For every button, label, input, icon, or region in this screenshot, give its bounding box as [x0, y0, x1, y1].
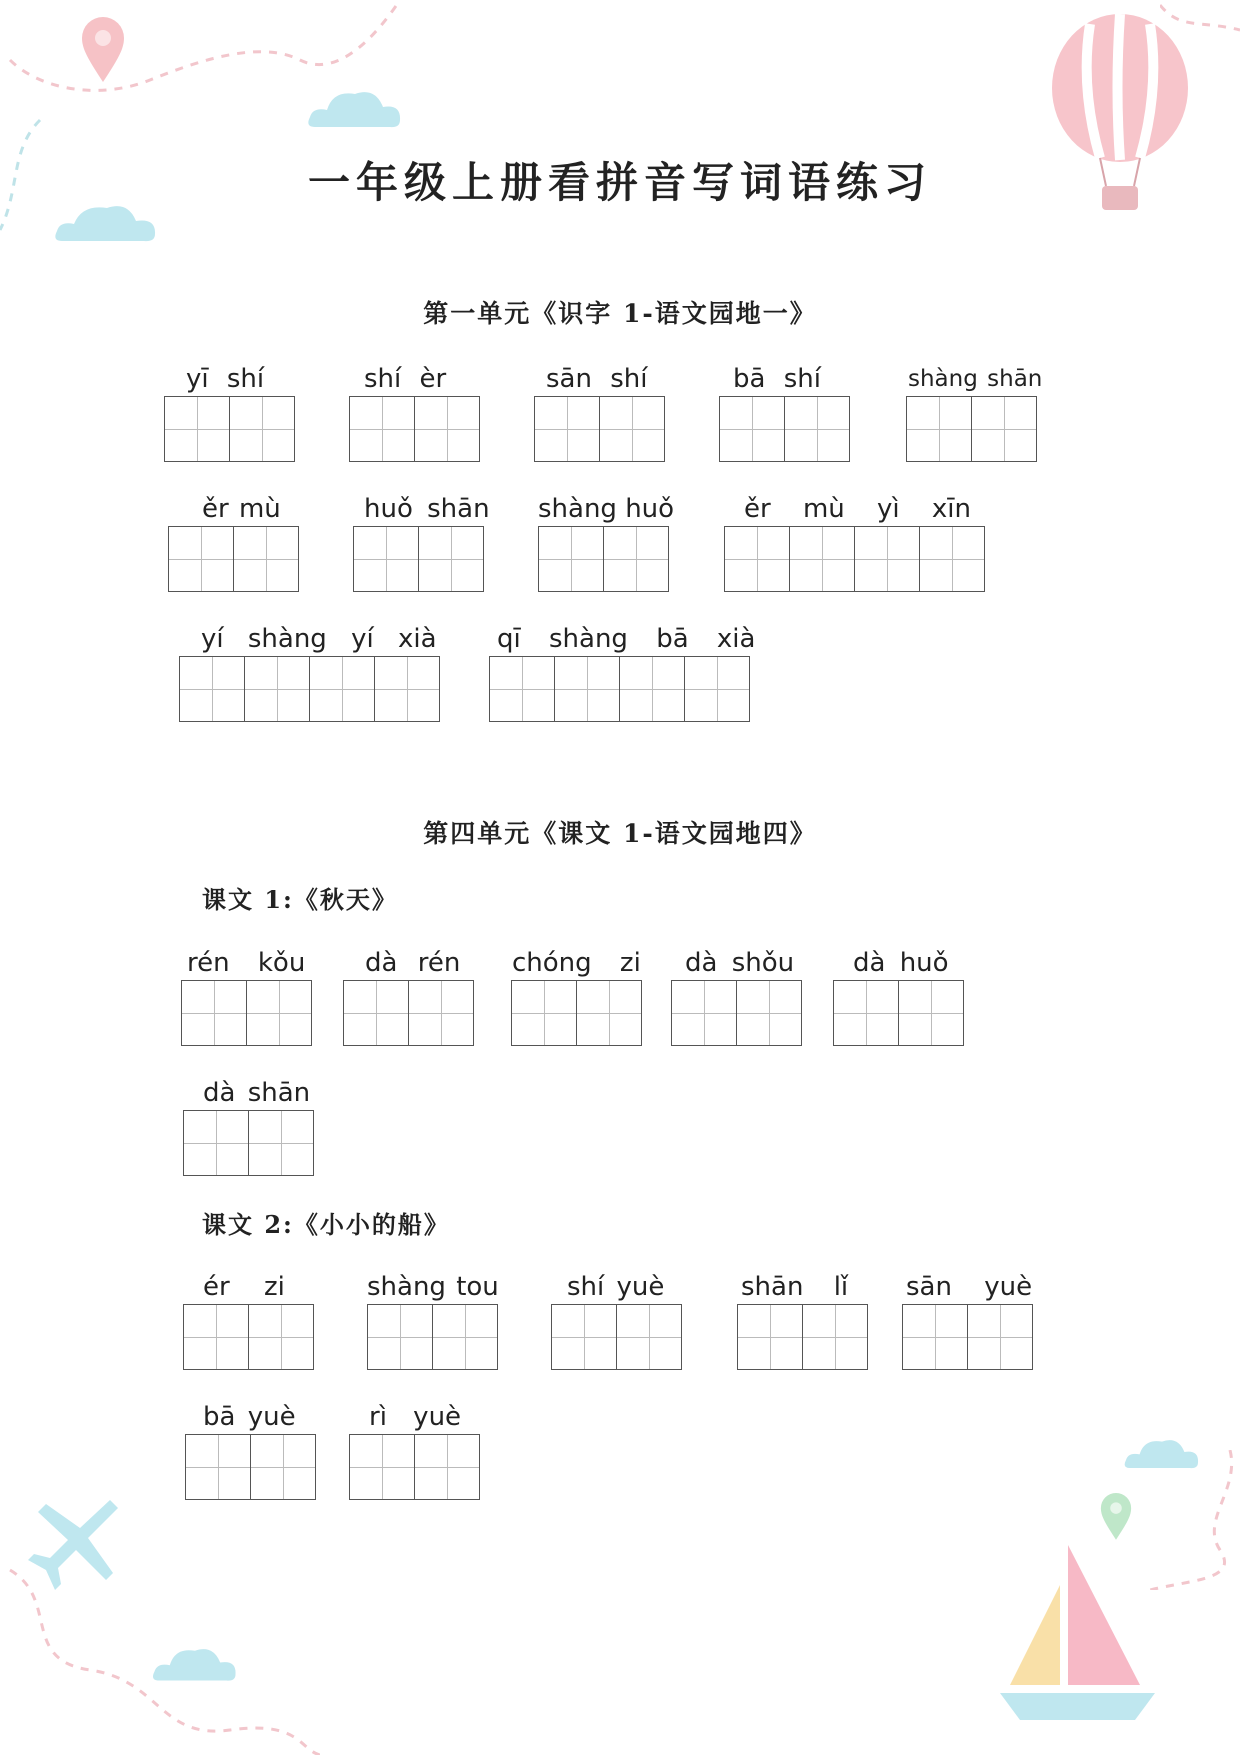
- writing-box[interactable]: [538, 526, 604, 592]
- writing-box[interactable]: [367, 1304, 433, 1370]
- writing-box[interactable]: [248, 1304, 314, 1370]
- pinyin-label: dà huǒ: [853, 948, 949, 978]
- pinyin-label: bā yuè: [203, 1402, 296, 1432]
- writing-box[interactable]: [902, 1304, 968, 1370]
- writing-box[interactable]: [919, 526, 985, 592]
- pinyin-label: yí shàng yí xià: [201, 624, 437, 654]
- word-item: [168, 492, 298, 592]
- writing-box[interactable]: [349, 1434, 415, 1500]
- writing-grid[interactable]: [737, 1304, 867, 1370]
- dashed-path-decoration: [0, 1560, 320, 1755]
- lesson-title: 课文 1:《秋天》: [202, 885, 398, 914]
- writing-grid[interactable]: [183, 1304, 313, 1370]
- word-item: [367, 1270, 499, 1370]
- writing-box[interactable]: [736, 980, 802, 1046]
- writing-box[interactable]: [967, 1304, 1033, 1370]
- writing-box[interactable]: [833, 980, 899, 1046]
- word-item: [183, 1270, 313, 1370]
- pinyin-label: sān yuè: [906, 1272, 1033, 1302]
- writing-box[interactable]: [784, 396, 850, 462]
- word-item: [737, 1270, 867, 1370]
- writing-box[interactable]: [349, 396, 415, 462]
- page-title: 一年级上册看拼音写词语练习: [307, 158, 932, 207]
- writing-box[interactable]: [181, 980, 247, 1046]
- writing-grid[interactable]: [671, 980, 801, 1046]
- writing-box[interactable]: [183, 1304, 249, 1370]
- writing-box[interactable]: [719, 396, 785, 462]
- writing-box[interactable]: [246, 980, 312, 1046]
- writing-box[interactable]: [971, 396, 1037, 462]
- writing-box[interactable]: [408, 980, 474, 1046]
- pinyin-label: chóng zi: [512, 948, 641, 978]
- cloud-icon: [305, 82, 405, 132]
- word-item: [349, 362, 479, 462]
- writing-box[interactable]: [599, 396, 665, 462]
- writing-grid[interactable]: [367, 1304, 499, 1370]
- writing-box[interactable]: [168, 526, 234, 592]
- pinyin-label: sān shí: [546, 364, 648, 394]
- writing-box[interactable]: [619, 656, 685, 722]
- pinyin-label: shí èr: [364, 364, 447, 394]
- pinyin-label: yī shí: [186, 364, 265, 394]
- word-item: [343, 946, 473, 1046]
- pinyin-label: dà shān: [203, 1078, 311, 1108]
- writing-box[interactable]: [737, 1304, 803, 1370]
- writing-box[interactable]: [489, 656, 555, 722]
- pinyin-label: shàng shān: [908, 366, 1043, 392]
- pinyin-label: ěr mù yì xīn: [744, 494, 971, 524]
- writing-box[interactable]: [418, 526, 484, 592]
- pinyin-label: rén kǒu: [187, 948, 306, 978]
- writing-grid[interactable]: [185, 1434, 315, 1500]
- writing-box[interactable]: [179, 656, 245, 722]
- writing-box[interactable]: [185, 1434, 251, 1500]
- writing-box[interactable]: [906, 396, 972, 462]
- writing-box[interactable]: [353, 526, 419, 592]
- word-item: [183, 1076, 313, 1176]
- writing-grid[interactable]: [183, 1110, 313, 1176]
- word-item: [353, 492, 490, 592]
- sailboat-icon: [990, 1535, 1170, 1735]
- writing-box[interactable]: [616, 1304, 682, 1370]
- dashed-path-decoration: [1160, 0, 1240, 60]
- writing-grid[interactable]: [343, 980, 473, 1046]
- writing-box[interactable]: [164, 396, 230, 462]
- writing-grid[interactable]: [551, 1304, 681, 1370]
- pinyin-label: dà shǒu: [685, 948, 795, 978]
- word-item: [724, 492, 984, 592]
- writing-grid[interactable]: [181, 980, 311, 1046]
- pinyin-label: shān lǐ: [741, 1272, 849, 1302]
- writing-grid[interactable]: [511, 980, 641, 1046]
- pinyin-label: huǒ shān: [364, 494, 490, 524]
- writing-grid[interactable]: [168, 526, 298, 592]
- pinyin-label: dà rén: [365, 948, 461, 978]
- section-title: 第一单元《识字 1-语文园地一》: [423, 299, 817, 328]
- writing-grid[interactable]: [349, 396, 479, 462]
- writing-box[interactable]: [724, 526, 790, 592]
- word-item: [902, 1270, 1032, 1370]
- word-item: [181, 946, 311, 1046]
- word-item: [489, 622, 755, 722]
- word-item: [671, 946, 801, 1046]
- lesson-title: 课文 2:《小小的船》: [202, 1210, 450, 1239]
- writing-box[interactable]: [551, 1304, 617, 1370]
- word-item: [906, 362, 1042, 462]
- writing-grid[interactable]: [538, 526, 674, 592]
- writing-box[interactable]: [233, 526, 299, 592]
- writing-box[interactable]: [374, 656, 440, 722]
- word-item: [719, 362, 849, 462]
- writing-box[interactable]: [802, 1304, 868, 1370]
- writing-box[interactable]: [244, 656, 310, 722]
- word-item: [185, 1400, 315, 1500]
- writing-box[interactable]: [576, 980, 642, 1046]
- writing-box[interactable]: [684, 656, 750, 722]
- writing-grid[interactable]: [489, 656, 755, 722]
- writing-box[interactable]: [789, 526, 855, 592]
- writing-box[interactable]: [183, 1110, 249, 1176]
- writing-grid[interactable]: [353, 526, 490, 592]
- word-item: [179, 622, 439, 722]
- word-item: [551, 1270, 681, 1370]
- writing-box[interactable]: [511, 980, 577, 1046]
- word-item: [511, 946, 641, 1046]
- word-item: [349, 1400, 479, 1500]
- writing-grid[interactable]: [349, 1434, 479, 1500]
- writing-box[interactable]: [343, 980, 409, 1046]
- writing-box[interactable]: [432, 1304, 498, 1370]
- writing-grid[interactable]: [534, 396, 664, 462]
- pinyin-label: qī shàng bā xià: [497, 624, 756, 654]
- pinyin-label: shàng tou: [367, 1272, 499, 1302]
- writing-box[interactable]: [854, 526, 920, 592]
- writing-grid[interactable]: [719, 396, 849, 462]
- writing-box[interactable]: [229, 396, 295, 462]
- writing-box[interactable]: [898, 980, 964, 1046]
- pinyin-label: bā shí: [733, 364, 821, 394]
- pinyin-label: ér zi: [203, 1272, 285, 1302]
- word-item: [164, 362, 294, 462]
- word-item: [833, 946, 963, 1046]
- writing-grid[interactable]: [164, 396, 294, 462]
- writing-box[interactable]: [671, 980, 737, 1046]
- writing-grid[interactable]: [833, 980, 963, 1046]
- writing-box[interactable]: [534, 396, 600, 462]
- writing-box[interactable]: [250, 1434, 316, 1500]
- writing-grid[interactable]: [906, 396, 1042, 462]
- word-item: [534, 362, 664, 462]
- pinyin-label: shí yuè: [567, 1272, 665, 1302]
- writing-box[interactable]: [414, 396, 480, 462]
- writing-grid[interactable]: [902, 1304, 1032, 1370]
- pinyin-label: ěr mù: [202, 494, 281, 524]
- writing-box[interactable]: [414, 1434, 480, 1500]
- writing-box[interactable]: [309, 656, 375, 722]
- writing-grid[interactable]: [724, 526, 984, 592]
- section-title: 第四单元《课文 1-语文园地四》: [423, 819, 817, 848]
- pinyin-label: rì yuè: [369, 1402, 462, 1432]
- word-item: [538, 492, 674, 592]
- writing-grid[interactable]: [179, 656, 439, 722]
- writing-box[interactable]: [554, 656, 620, 722]
- writing-box[interactable]: [603, 526, 669, 592]
- writing-box[interactable]: [248, 1110, 314, 1176]
- pinyin-label: shàng huǒ: [538, 494, 675, 524]
